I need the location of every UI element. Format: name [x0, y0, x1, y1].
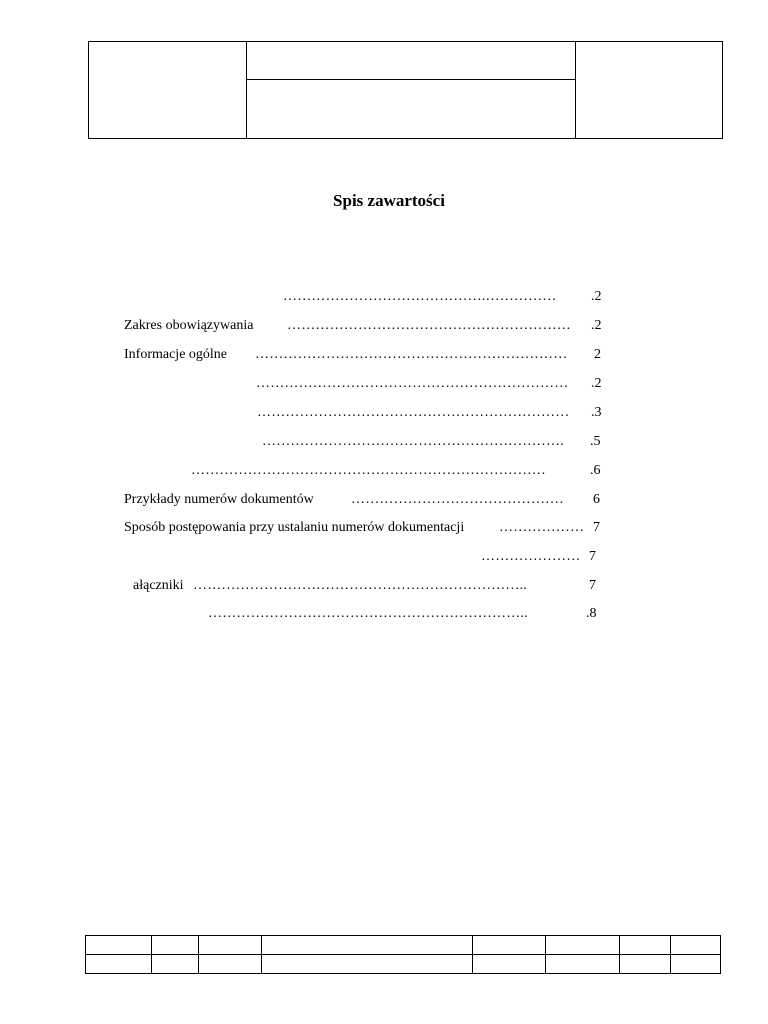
toc-entry-page: 7 [593, 520, 600, 535]
toc-entry-label: Informacje ogólne [124, 347, 228, 362]
footer-column-divider [151, 936, 152, 973]
toc-entry-label: ałączniki [133, 578, 184, 593]
toc-entry-page: .5 [590, 434, 601, 449]
toc-entry-leader: ………………………………………………………….. [208, 606, 528, 621]
header-logo-cell [89, 42, 247, 138]
toc-entry-leader: ……………………………………… [351, 492, 564, 507]
toc-entry-leader: …………………………………….…………… [283, 289, 557, 304]
toc-entry-leader: ………………………………………………………. [262, 434, 564, 449]
toc-entry-page: 7 [589, 578, 596, 593]
toc-entry-leader: ………………………………………………………………… [191, 463, 546, 478]
header-title-cell [247, 42, 576, 80]
toc-entry-page: .2 [591, 376, 602, 391]
toc-entry [0, 518, 768, 538]
header-table [88, 41, 723, 139]
page-title: Spis zawartości [333, 191, 445, 210]
footer-table [85, 935, 721, 974]
toc-entry-leader: …………………………………………………… [287, 318, 571, 333]
toc-entry-leader: ………………………………………………………… [256, 376, 569, 391]
toc-entry [0, 490, 768, 510]
toc-entry-label: Zakres obowiązywania [124, 318, 254, 333]
toc-entry [0, 432, 768, 452]
toc-entry-page: 6 [593, 492, 600, 507]
toc-entry [0, 576, 768, 596]
toc-entry [0, 316, 768, 336]
toc-entry [0, 461, 768, 481]
toc-entry-page: .2 [591, 318, 602, 333]
footer-column-divider [472, 936, 473, 973]
header-subtitle-cell [247, 80, 576, 138]
toc-entry [0, 287, 768, 307]
footer-column-divider [261, 936, 262, 973]
toc-entry-leader: …………………………………………………………….. [193, 578, 527, 593]
toc-entry-leader: ……………… [499, 520, 585, 535]
toc-entry [0, 345, 768, 365]
footer-row-divider [86, 954, 720, 955]
toc-entry-page: 2 [594, 347, 601, 362]
toc-entry [0, 403, 768, 423]
toc-entry-label: Sposób postępowania przy ustalaniu numerów dokumentacji [124, 520, 465, 535]
toc-entry [0, 604, 768, 624]
toc-entry-leader: ………………… [481, 549, 581, 564]
footer-column-divider [545, 936, 546, 973]
toc-entry [0, 547, 768, 567]
toc-entry-label: Przykłady numerów dokumentów [124, 492, 314, 507]
toc-entry-page: .8 [586, 606, 597, 621]
toc-entry-page: .2 [591, 289, 602, 304]
toc-entry [0, 374, 768, 394]
footer-column-divider [670, 936, 671, 973]
toc-entry-leader: ………………………………………………………… [255, 347, 568, 362]
header-info-cell [576, 42, 722, 138]
toc-entry-page: .3 [591, 405, 602, 420]
toc-entry-page: 7 [589, 549, 596, 564]
toc-entry-page: .6 [590, 463, 601, 478]
footer-column-divider [198, 936, 199, 973]
toc-entry-leader: ………………………………………………………… [257, 405, 570, 420]
footer-column-divider [619, 936, 620, 973]
